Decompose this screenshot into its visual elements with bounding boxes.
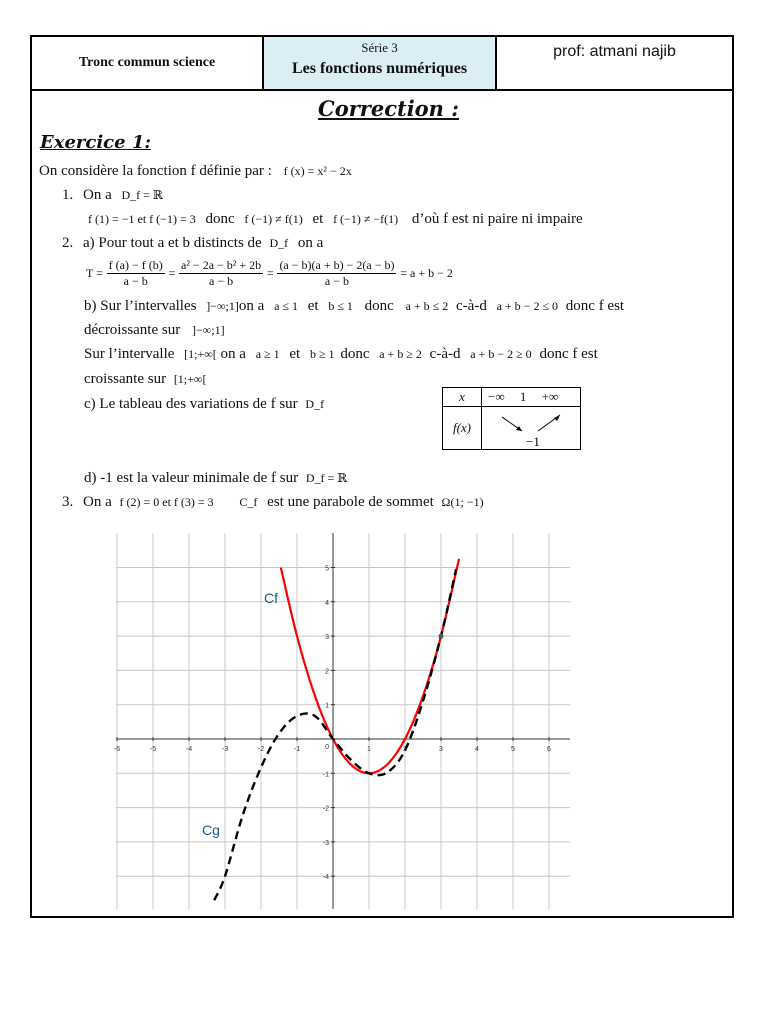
q1-number: 1. — [62, 187, 74, 203]
page-title: Correction : — [318, 96, 460, 121]
q1-domain: D_f = ℝ — [121, 188, 163, 202]
x-tick-label: 4 — [475, 746, 479, 753]
x-tick-label: 6 — [547, 746, 551, 753]
min-value: −1 — [526, 434, 540, 449]
q2b-text4: croissante sur — [84, 371, 167, 387]
intro-formula: f (x) = x² − 2x — [283, 164, 352, 178]
q1-detail-line — [88, 211, 583, 228]
fraction-1-den: a − b — [123, 274, 148, 288]
fraction-2-den: a − b — [209, 274, 234, 288]
origin-label: 0 — [325, 744, 329, 751]
q2b-line1 — [84, 298, 624, 315]
fraction-3-num: (a − b)(a + b) − 2(a − b) — [279, 258, 395, 272]
variation-table — [442, 387, 581, 450]
q2b-et: et — [307, 298, 319, 314]
formula-T: T = — [86, 265, 103, 280]
q2b-cond5: a ≥ 1 — [255, 347, 280, 361]
increasing-arrowhead — [554, 415, 560, 421]
fraction-1-num: f (a) − f (b) — [108, 258, 163, 272]
q2a-formula: T = $\frac{f (a) - f (b)}{a - b}$ = $\frac{\text{a² − 2a − b² + 2b}}{a - b}$ = $\frac{(a - b)(a + b) - 2(a - b)}{a - b}$ = a + b − 2 — [86, 258, 453, 288]
x-tick-label: -6 — [113, 746, 121, 753]
variation-row-f — [443, 407, 581, 450]
q1-detail1: f (1) = −1 et f (−1) = 3 — [88, 212, 196, 226]
q2b-tail1: donc f est — [565, 298, 625, 314]
q3-values: f (2) = 0 et f (3) = 3 — [119, 495, 214, 509]
y-tick-label: 3 — [325, 634, 329, 642]
q2b-cond6: b ≥ 1 — [309, 347, 335, 361]
q2b-text3: Sur l’intervalle — [84, 346, 175, 362]
q2a-on-a: on a — [297, 235, 324, 251]
q2c-line — [84, 396, 324, 413]
q3-number: 3. — [62, 494, 74, 510]
q2b-cond3: a + b ≤ 2 — [405, 299, 449, 313]
q3-line — [62, 494, 484, 511]
q2a-text: a) Pour tout a et b distincts de — [83, 235, 262, 251]
y-tick-label: -4 — [322, 874, 329, 882]
fraction-3 — [277, 258, 396, 289]
decreasing-arrowhead — [516, 426, 522, 431]
q2b-line3 — [84, 346, 598, 363]
q2b-interval2b: [1;+∞[ — [173, 372, 207, 386]
row-label-x: x — [443, 388, 482, 407]
q2b-cond2: b ≤ 1 — [328, 299, 353, 313]
y-tick-label: 1 — [325, 702, 329, 710]
x-tick-label: 3 — [439, 746, 443, 753]
intro-text: On considère la fonction f définie par : — [39, 163, 272, 179]
x-value-plus-inf: +∞ — [541, 389, 559, 404]
teacher-name: prof: atmani najib — [553, 43, 676, 60]
legend-cg: Cg — [202, 822, 220, 838]
q3-cf: C_f — [239, 495, 258, 509]
q2a-domain: D_f — [269, 236, 289, 250]
x-tick-label: 2 — [403, 746, 407, 753]
y-tick-label: 5 — [325, 565, 329, 573]
x-tick-label: -5 — [149, 746, 157, 753]
q1-detail2: f (−1) ≠ f(1) — [244, 212, 303, 226]
q2b-donc-2: donc — [340, 346, 370, 362]
q1-conclusion: d’où f est ni paire ni impaire — [411, 211, 583, 227]
y-tick-label: 4 — [325, 599, 329, 607]
q2b-cond1: a ≤ 1 — [274, 299, 298, 313]
teacher-cell — [497, 37, 732, 89]
q2b-on-a: on a — [238, 298, 265, 314]
legend-cf: Cf — [264, 590, 278, 606]
x-value-one: 1 — [519, 389, 527, 404]
q1-detail3: f (−1) ≠ −f(1) — [333, 212, 399, 226]
y-tick-label: -2 — [322, 805, 329, 813]
y-tick-label: -1 — [322, 771, 329, 779]
y-tick-label: -3 — [322, 839, 329, 847]
q2b-text1: b) Sur l’intervalles — [84, 298, 197, 314]
q2b-tail2: donc f est — [539, 346, 598, 362]
q2b-interval2: [1;+∞[ — [184, 347, 217, 361]
q1-line — [62, 187, 163, 204]
q2d-text: d) -1 est la valeur minimale de f sur — [84, 470, 299, 486]
q2b-on-a-2: on a — [220, 346, 246, 362]
q3-text: On a — [83, 494, 112, 510]
variation-arrows — [488, 407, 574, 449]
q2b-et-2: et — [289, 346, 301, 362]
fraction-2 — [179, 258, 263, 289]
curve-cf — [281, 559, 459, 773]
q2b-interval1b: ]−∞;1] — [191, 323, 225, 337]
q2b-cond7: a + b ≥ 2 — [379, 347, 422, 361]
q2d-domain: D_f = ℝ — [305, 471, 348, 485]
variation-row-x — [443, 388, 581, 407]
row-label-fx: f(x) — [443, 407, 482, 450]
q2a-line — [62, 235, 323, 252]
x-tick-label: 1 — [367, 746, 371, 753]
q2b-line2 — [84, 322, 225, 339]
formula-result: = a + b − 2 — [400, 265, 453, 280]
q2d-line — [84, 470, 347, 487]
curve-cg — [214, 569, 456, 900]
q2-number: 2. — [62, 235, 74, 251]
x-tick-label: 5 — [511, 746, 515, 753]
header — [32, 37, 732, 91]
q2b-cad: c-à-d — [456, 298, 487, 314]
topic-label: Les fonctions numériques — [291, 60, 468, 77]
y-tick-label: 2 — [325, 668, 329, 676]
q2c-text: c) Le tableau des variations de f sur — [84, 396, 298, 412]
intro-line — [39, 163, 352, 180]
q1-text: On a — [83, 187, 112, 203]
q2b-text2: décroissante sur — [84, 322, 181, 338]
x-value-minus-inf: −∞ — [488, 389, 505, 404]
series-cell — [264, 37, 497, 89]
fraction-1 — [107, 258, 165, 289]
exercise-title: Exercice 1: — [40, 132, 152, 153]
q2b-interval1: ]−∞;1] — [206, 299, 239, 313]
course-cell — [32, 37, 264, 89]
q2b-cad-2: c-à-d — [429, 346, 461, 362]
q2b-line4 — [84, 371, 206, 388]
course-name: Tronc commun science — [78, 55, 216, 70]
q3-tail: est une parabole de sommet — [267, 494, 434, 510]
fraction-3-den: a − b — [324, 274, 349, 288]
q2b-cond4: a + b − 2 ≤ 0 — [496, 299, 559, 313]
x-tick-label: -2 — [257, 746, 265, 753]
q2b-donc: donc — [364, 298, 394, 314]
point-marker — [439, 634, 444, 639]
q2b-cond8: a + b − 2 ≥ 0 — [470, 347, 532, 361]
series-label: Série 3 — [361, 40, 398, 55]
variation-arrows-cell — [482, 407, 581, 450]
x-tick-label: -4 — [185, 746, 193, 753]
q1-donc: donc — [205, 211, 235, 227]
x-tick-label: -1 — [293, 746, 301, 753]
q3-vertex: Ω(1; −1) — [441, 495, 484, 509]
q1-et: et — [312, 211, 324, 227]
x-tick-label: -3 — [221, 746, 229, 753]
function-graph — [113, 533, 570, 909]
x-values-cell — [482, 388, 581, 407]
q2c-domain: D_f — [305, 397, 325, 411]
fraction-2-num: a² − 2a − b² + 2b — [181, 258, 262, 272]
